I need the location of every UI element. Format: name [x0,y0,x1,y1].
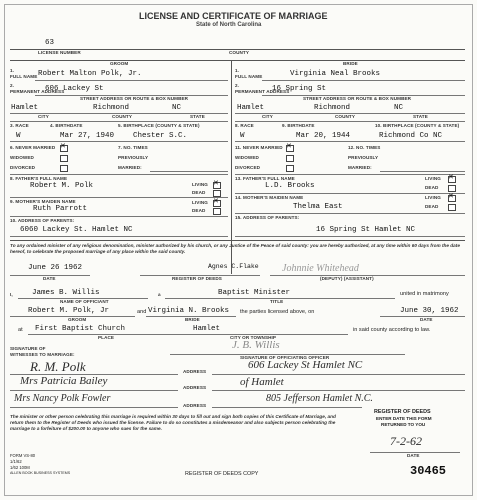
groom-parents-address-label: 10. ADDRESS OF PARENTS: [10,218,75,223]
united-text: united in matrimony [400,291,449,297]
groom-birthplace: Chester S.C. [133,132,188,140]
license-number-label: LICENSE NUMBER [38,50,81,55]
bride-mother-living-label: LIVING [425,195,441,200]
groom-married-label: MARRIED: [118,165,142,170]
ceremony-groom: Robert M. Polk, Jr [28,307,110,315]
witness-1-signature: R. M. Polk [30,359,86,374]
county-label: COUNTY [229,50,249,55]
groom-father-living-check-icon: ✕ [213,179,219,187]
groom-address: 606 Lackey St [45,85,104,93]
bride-section-label: BRIDE [343,61,358,66]
groom-widowed-label: WIDOWED [10,155,34,160]
bride-father-name: L.D. Brooks [265,182,315,190]
bride-state: NC [394,104,404,112]
register-box-line1: ENTER DATE THIS FORM [376,416,432,421]
bride-previously-label: PREVIOUSLY [348,155,379,160]
license-number-value: 63 [45,39,55,47]
groom-n1: 1. [10,68,15,73]
bride-never-married-check-icon: ✕ [286,142,292,150]
form-info-4: ALLEN BOOK BUSINESS SYSTEMS [10,471,71,475]
register-date-label: DATE [407,453,420,458]
bride-full-name-label: FULL NAME [235,74,263,79]
ceremony-bride: Virginia N. Brooks [148,307,230,315]
ceremony-city: Hamlet [193,325,221,333]
bride-birthplace: Richmond Co NC [379,132,443,140]
bride-race: W [240,132,245,140]
groom-birthplace-label: 5. BIRTHPLACE (COUNTY & STATE) [118,123,200,128]
groom-section-label: GROOM [110,61,129,66]
form-info-1: FORM VS-80 [10,453,36,458]
witness-signature-label-bottom: WITNESSES TO MARRIAGE: [10,352,75,357]
bride-parents-address-label: 15. ADDRESS OF PARENTS: [235,215,300,220]
groom-county-label: COUNTY [112,114,132,119]
bride-full-name: Virginia Neal Brooks [290,70,381,78]
witness-3-address-label: ADDRESS [183,403,207,408]
bride-perm-address-label: PERMANENT ADDRESS [235,89,290,94]
bride-mother-name: Thelma East [293,203,343,211]
ceremony-groom-label: GROOM [68,317,87,322]
bride-widowed-label: WIDOWED [235,155,259,160]
groom-divorced-label: DIVORCED [10,165,36,170]
bride-father-dead-label: DEAD [425,185,439,190]
issuer-label: REGISTER OF DEEDS [172,276,222,281]
groom-race-label: 3. RACE [10,123,29,128]
groom-birthdate: Mar 27, 1940 [60,132,115,140]
ceremony-date: June 30, 1962 [400,307,459,315]
issuer-name: Agnes C.Flake [208,263,259,270]
witness-2-address-label: ADDRESS [183,385,207,390]
line-marker: I, [10,292,13,297]
bride-no-times-label: 12. NO. TIMES [348,145,381,150]
groom-mother-living-label: LIVING [192,200,208,205]
bride-n1: 1. [235,68,240,73]
groom-street-label: STREET ADDRESS OR ROUTE & BOX NUMBER [80,96,189,101]
officiant-name: James B. Willis [32,289,100,297]
witness-2-signature: Mrs Patricia Bailey [20,375,108,387]
bride-mother-label: 14. MOTHER'S MAIDEN NAME [235,195,304,200]
groom-never-married-check-icon: ✕ [60,142,66,150]
officiant-name-label: NAME OF OFFICIANT [60,299,109,304]
officiant-title-label: TITLE [270,299,284,304]
officiant-signature: J. B. Willis [232,339,280,351]
at-text: at [18,327,23,333]
bride-city-label: CITY [262,114,273,119]
bride-father-label: 13. FATHER'S FULL NAME [235,176,295,181]
footer-instructions: The minister or other person celebrating this marriage is required within 30 days to fill out and sign both copies of this Certificate of Marriage, and return them to the Register of Deeds who issued the license. Failure to do so constitutes a misdemeanor and also subjects person celebrating the marriage to a forfeiture of $200.00 to anyone who sues for the same. [10,414,336,431]
groom-full-name: Robert Malton Polk, Jr. [38,70,142,78]
license-authorization-text: To any ordained minister of any religious denomination, minister authorized by his church, or any Justice of the Peace of said county: you are hereby authorized, at any time within 60 days from the date hereof, to celebrate the proposed marriage of any place within the said county. [10,243,460,254]
groom-full-name-label: FULL NAME [10,74,38,79]
groom-county: Richmond [93,104,130,112]
issue-date-label: DATE [43,276,56,281]
groom-perm-address-label: PERMANENT ADDRESS [10,89,65,94]
form-info-2: 1/1/62 [10,459,22,464]
groom-race: W [16,132,21,140]
bride-birthdate: Mar 20, 1944 [296,132,351,140]
witness-signature-label-top: SIGNATURE OF [10,346,46,351]
witness-1-address-label: ADDRESS [183,369,207,374]
document-title: LICENSE AND CERTIFICATE OF MARRIAGE [139,11,328,21]
groom-father-label: 8. FATHER'S FULL NAME [10,176,68,181]
comma: a [158,292,161,297]
groom-father-name: Robert M. Polk [30,182,94,190]
copy-label: REGISTER OF DEEDS COPY [185,471,259,477]
ceremony-city-label: CITY OR TOWNSHIP [230,335,277,340]
certificate-number: 30465 [410,464,447,478]
bride-parents-address: 16 Spring St Hamlet NC [316,226,416,234]
witness-3-signature: Mrs Nancy Polk Fowler [14,393,111,404]
groom-n2: 2. [10,83,15,88]
bride-never-married-label: 11. NEVER MARRIED [235,145,283,150]
bride-birthdate-label: 9. BIRTHDATE [282,123,315,128]
witness-3-address: 805 Jefferson Hamlet N.C. [266,393,373,404]
groom-state-label: STATE [190,114,205,119]
bride-divorced-label: DIVORCED [235,165,261,170]
bride-street-label: STREET ADDRESS OR ROUTE & BOX NUMBER [303,96,412,101]
groom-previously-label: PREVIOUSLY [118,155,149,160]
register-box-line2: RETURNED TO YOU [381,422,426,427]
ceremony-place-label: PLACE [98,335,115,340]
groom-mother-dead-label: DEAD [192,208,206,213]
bride-address: 16 Spring St [272,85,327,93]
licensed-text: the parties licensed above, on [240,309,315,315]
groom-mother-living-check-icon: ✕ [213,197,219,205]
ceremony-date-label: DATE [420,317,433,322]
bride-father-living-check-icon: ✕ [448,173,454,181]
groom-parents-address: 6060 Lackey St. Hamlet NC [20,226,133,234]
groom-mother-name: Ruth Parrott [33,205,88,213]
ceremony-place: First Baptist Church [35,325,126,333]
witness-1-address: 606 Lackey St Hamlet NC [248,359,363,371]
bride-mother-dead-label: DEAD [425,204,439,209]
bride-city: Hamlet [237,104,265,112]
bride-county-label: COUNTY [335,114,355,119]
page-border [4,4,473,496]
witness-2-address: of Hamlet [240,376,284,388]
groom-father-dead-label: DEAD [192,190,206,195]
bride-n2: 2. [235,83,240,88]
groom-city-label: CITY [38,114,49,119]
document-subtitle: State of North Carolina [196,22,262,28]
bride-married-label: MARRIED: [348,165,372,170]
form-info-3: 1/62 100M [10,465,30,470]
issuer-signature: Johnnie Whitehead [282,263,359,274]
bride-state-label: STATE [413,114,428,119]
bride-county: Richmond [314,104,351,112]
groom-state: NC [172,104,182,112]
groom-birthdate-label: 4. BIRTHDATE [50,123,83,128]
groom-mother-label: 9. MOTHER'S MAIDEN NAME [10,199,76,204]
bride-father-living-label: LIVING [425,176,441,181]
law-text: in said county according to law. [353,327,431,333]
issue-date: June 26 1962 [28,264,83,272]
officiant-signature-label: SIGNATURE OF OFFICIATING OFFICER [240,355,330,360]
bride-race-label: 8. RACE [235,123,254,128]
ceremony-and: and [137,309,147,315]
ceremony-bride-label: BRIDE [185,317,200,322]
officiant-title: Baptist Minister [218,289,291,297]
bride-birthplace-label: 10. BIRTHPLACE (COUNTY & STATE) [375,123,460,128]
bride-mother-living-check-icon: ✕ [448,192,454,200]
groom-never-married-label: 6. NEVER MARRIED [10,145,56,150]
deputy-label: (DEPUTY) (ASSISTANT) [320,276,374,281]
register-return-date: 7-2-62 [390,434,422,448]
groom-father-living-label: LIVING [192,182,208,187]
groom-no-times-label: 7. NO. TIMES [118,145,148,150]
register-box-title: REGISTER OF DEEDS [374,409,431,415]
groom-city: Hamlet [11,104,39,112]
